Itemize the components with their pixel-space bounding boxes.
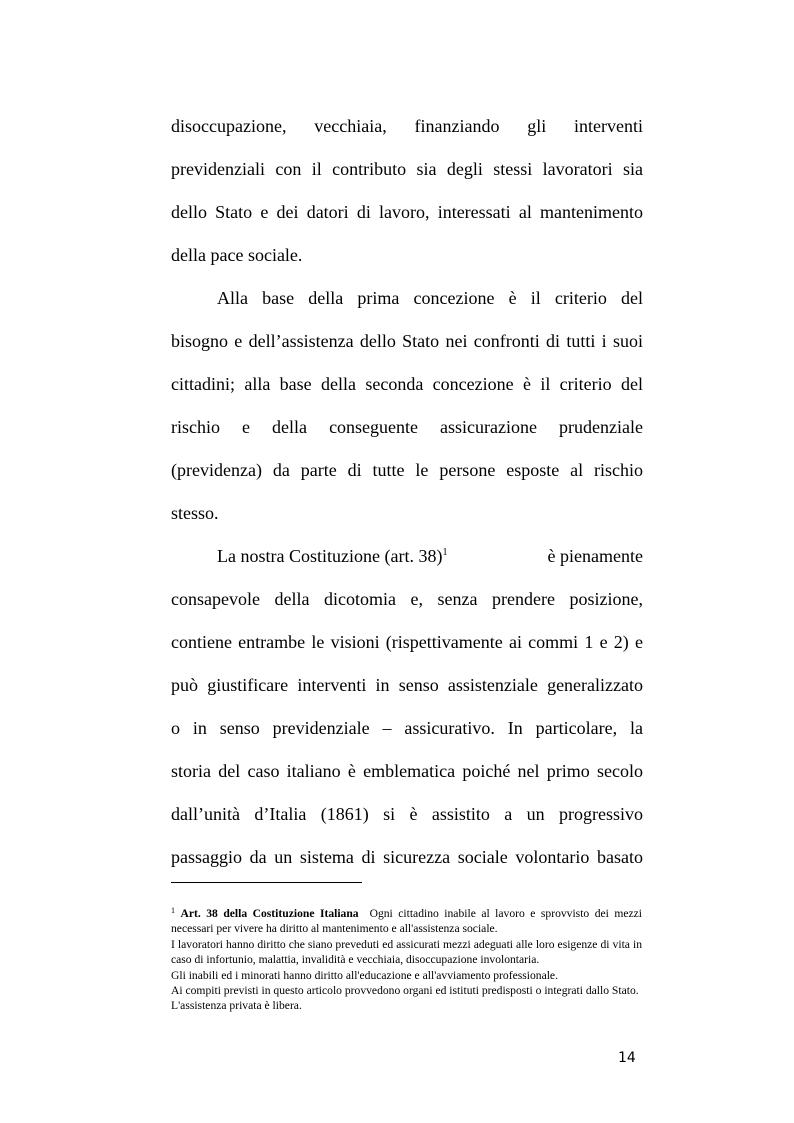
text-line: consapevole della dicotomia e, senza prendere posizione, (171, 589, 643, 609)
text-segment: La nostra Costituzione (art. 38) (217, 546, 443, 566)
text-line-with-footnote (217, 545, 643, 567)
footnote-text: Ogni cittadino inabile al lavoro e sprovvisto dei mezzi necessari per vivere ha diritto al mantenimento e all'assistenza sociale. (171, 907, 643, 936)
footnote-reference[interactable]: 1 (442, 547, 448, 558)
footnote-paragraph: Ai compiti previsti in questo articolo provvedono organi ed istituti predisposti o integrati dallo Stato. (171, 984, 639, 998)
text-line: passaggio da un sistema di sicurezza sociale volontario basato (171, 847, 643, 867)
text-line: previdenziali con il contributo sia degli stessi lavoratori sia (171, 159, 643, 179)
footnote-paragraph (171, 906, 642, 937)
footnote (171, 906, 642, 1014)
text-line: bisogno e dell’assistenza dello Stato nei confronti di tutti i suoi (171, 331, 643, 351)
text-line: dall’unità d’Italia (1861) si è assistito a un progressivo (171, 804, 643, 824)
text-line: (previdenza) da parte di tutte le persone esposte al rischio (171, 460, 643, 480)
text-line: storia del caso italiano è emblematica poiché nel primo secolo (171, 761, 643, 781)
footnote-separator (171, 882, 362, 883)
text-line: stesso. (171, 503, 219, 523)
footnote-number: 1 (171, 906, 175, 915)
text-line: o in senso previdenziale – assicurativo. In particolare, la (171, 718, 643, 738)
text-line: della pace sociale. (171, 245, 303, 265)
text-segment: è pienamente (547, 546, 643, 566)
text-line: rischio e della conseguente assicurazione prudenziale (171, 417, 643, 437)
text-line: cittadini; alla base della seconda concezione è il criterio del (171, 374, 643, 394)
footnote-paragraph: I lavoratori hanno diritto che siano preveduti ed assicurati mezzi adeguati alle loro esigenze di vita in caso di infortunio, malattia, invalidità e vecchiaia, disoccupazione involontaria. (171, 937, 642, 967)
text-line: disoccupazione, vecchiaia, finanziando gli interventi (171, 116, 643, 136)
page-number: 14 (618, 1050, 636, 1066)
footnote-title: Art. 38 della Costituzione Italiana (180, 907, 359, 920)
text-line: Alla base della prima concezione è il criterio del (217, 288, 643, 308)
text-line: può giustificare interventi in senso assistenziale generalizzato (171, 675, 643, 695)
footnote-paragraph: Gli inabili ed i minorati hanno diritto all'educazione e all'avviamento professionale. (171, 968, 558, 982)
text-line: dello Stato e dei datori di lavoro, interessati al mantenimento (171, 202, 643, 222)
text-line: contiene entrambe le visioni (rispettivamente ai commi 1 e 2) e (171, 632, 643, 652)
footnote-paragraph: L'assistenza privata è libera. (171, 999, 302, 1013)
